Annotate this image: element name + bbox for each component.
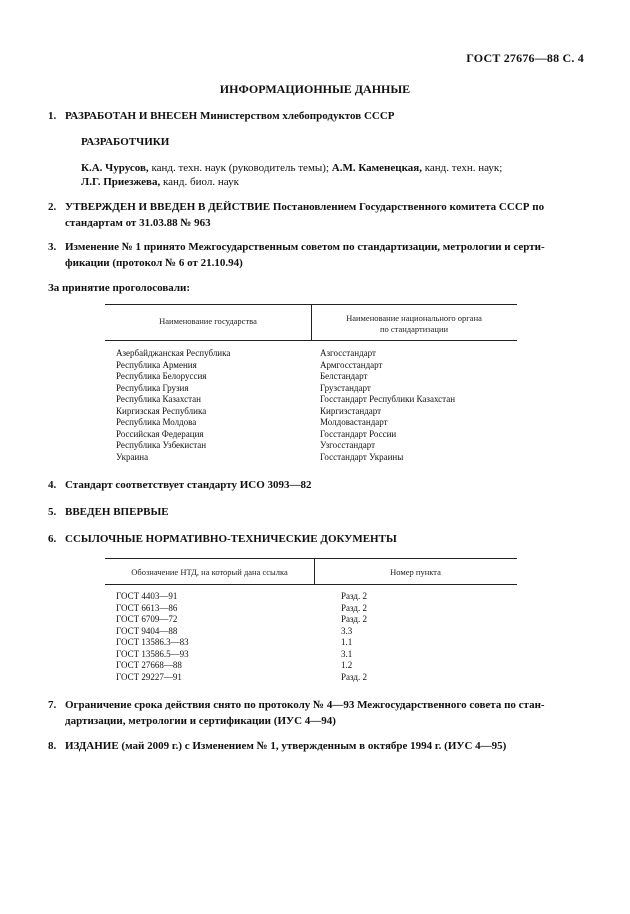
- table1-body-cell: Грузстандарт: [320, 382, 371, 393]
- section-1-text: Министерством хлебопродуктов СССР: [197, 110, 395, 122]
- table1-bodies-column: [320, 348, 455, 463]
- section-1: [48, 108, 595, 124]
- developer-2-text: канд. техн. наук;: [421, 162, 503, 174]
- table1-body-cell: Госстандарт России: [320, 428, 397, 439]
- section-2-line-2: стандартам от 31.03.88 № 963: [65, 217, 211, 229]
- table1-state-cell: Республика Армения: [116, 359, 197, 370]
- table1-states-column: [116, 348, 230, 463]
- table2-header-item: Номер пункта: [390, 567, 441, 577]
- table1-header-body-line-1: Наименование национального органа: [346, 313, 482, 323]
- table1-state-cell: Украина: [116, 451, 149, 462]
- table1-body-cell: Госстандарт Украины: [320, 451, 404, 462]
- developer-1-name: К.А. Чурусов,: [81, 162, 149, 174]
- section-2-number: 2.: [48, 201, 57, 213]
- developer-3-name: Л.Г. Приезжева,: [81, 176, 161, 188]
- section-8: [48, 738, 507, 754]
- developers-label: РАЗРАБОТЧИКИ: [81, 136, 170, 148]
- table2-docs-column: [116, 591, 189, 683]
- table2-doc-cell: ГОСТ 6709—72: [116, 614, 178, 624]
- section-5: [48, 504, 169, 520]
- table1-body-cell: Узгосстандарт: [320, 440, 376, 450]
- table1-body-cell: Киргизстандарт: [320, 405, 382, 416]
- table2-header-doc: Обозначение НТД, на который дана ссылка: [131, 567, 288, 577]
- table2-item-cell: Разд. 2: [341, 671, 367, 682]
- table2-doc-cell: ГОСТ 6613—86: [116, 602, 178, 613]
- table1-header-body-line-2: по стандартизации: [379, 324, 449, 334]
- table2-doc-cell: ГОСТ 27668—88: [116, 660, 182, 670]
- table2-item-cell: 3.1: [341, 648, 353, 659]
- developer-2-name: А.М. Каменецкая,: [331, 162, 422, 174]
- table2-doc-cell: ГОСТ 13586.3—83: [116, 637, 189, 647]
- section-6: [48, 531, 397, 547]
- table2-item-cell: Разд. 2: [341, 614, 367, 624]
- table1-header-state: Наименование государства: [159, 316, 257, 326]
- table1-state-cell: Российская Федерация: [116, 428, 204, 439]
- developer-3-text: канд. биол. наук: [160, 176, 239, 188]
- table1-state-cell: Республика Белоруссия: [116, 371, 207, 381]
- table2-doc-cell: ГОСТ 29227—91: [116, 671, 182, 682]
- table1-header-body: [311, 313, 517, 335]
- section-4-text: Стандарт соответствует стандарту ИСО 3093—82: [65, 479, 312, 491]
- table1-state-cell: Республика Молдова: [116, 417, 197, 427]
- section-7-line-1: Ограничение срока действия снято по протоколу № 4—93 Межгосударственного совета по стан-: [65, 699, 545, 711]
- section-3: [48, 239, 595, 271]
- section-1-number: 1.: [48, 110, 57, 122]
- table1-body-cell: Азгосстандарт: [320, 348, 376, 358]
- table2-doc-cell: ГОСТ 4403—91: [116, 591, 178, 601]
- table2-doc-cell: ГОСТ 13586.5—93: [116, 648, 189, 659]
- section-5-text: ВВЕДЕН ВПЕРВЫЕ: [65, 506, 169, 518]
- table2-item-cell: Разд. 2: [341, 602, 367, 613]
- section-3-line-1: Изменение № 1 принято Межгосударственным советом по стандартизации, метрологии и серти-: [65, 241, 545, 253]
- section-2-heading: УТВЕРЖДЕН И ВВЕДЕН В ДЕЙСТВИЕ: [65, 201, 271, 213]
- section-7-number: 7.: [48, 699, 57, 711]
- section-2-line-1: Постановлением Государственного комитета СССР по: [270, 201, 545, 213]
- page-title: ИНФОРМАЦИОННЫЕ ДАННЫЕ: [219, 82, 411, 96]
- table1-state-cell: Азербайджанская Республика: [116, 348, 231, 358]
- section-7: [48, 697, 595, 729]
- table2-doc-cell: ГОСТ 9404—88: [116, 625, 178, 636]
- table2-item-cell: 1.2: [341, 660, 353, 670]
- table1-body-cell: Армгосстандарт: [320, 359, 383, 370]
- table2-item-cell: Разд. 2: [341, 591, 367, 601]
- section-8-text: ИЗДАНИЕ (май 2009 г.) с Изменением № 1, утвержденным в октябре 1994 г. (ИУС 4—95): [65, 740, 507, 752]
- section-7-line-2: дартизации, метрологии и сертификации (ИУС 4—94): [65, 715, 336, 727]
- developers-line-2: [81, 174, 239, 190]
- section-2: [48, 199, 595, 231]
- developer-1-text: канд. техн. наук (руководитель темы);: [148, 162, 332, 174]
- table1-body-cell: Госстандарт Республики Казахстан: [320, 394, 456, 404]
- section-4-number: 4.: [48, 479, 57, 491]
- table1-state-cell: Республика Казахстан: [116, 394, 201, 404]
- section-3-number: 3.: [48, 241, 57, 253]
- table1-body-cell: Молдовастандарт: [320, 417, 388, 427]
- table1-state-cell: Республика Узбекистан: [116, 440, 207, 450]
- vote-label: За принятие проголосовали:: [48, 282, 191, 294]
- section-4: [48, 477, 312, 493]
- table2-item-cell: 1.1: [341, 637, 353, 647]
- section-6-number: 6.: [48, 533, 57, 545]
- table2-items-column: [341, 591, 367, 683]
- table1-state-cell: Киргизская Республика: [116, 405, 207, 416]
- table1-state-cell: Республика Грузия: [116, 382, 189, 393]
- table2-item-cell: 3.3: [341, 625, 353, 636]
- section-3-line-2: фикации (протокол № 6 от 21.10.94): [65, 257, 243, 269]
- section-8-number: 8.: [48, 740, 57, 752]
- section-1-heading: РАЗРАБОТАН И ВНЕСЕН: [65, 110, 198, 122]
- page-header-code: ГОСТ 27676—88 С. 4: [466, 51, 584, 65]
- section-5-number: 5.: [48, 506, 57, 518]
- section-6-text: ССЫЛОЧНЫЕ НОРМАТИВНО-ТЕХНИЧЕСКИЕ ДОКУМЕНТЫ: [65, 533, 397, 545]
- table1-body-cell: Белстандарт: [320, 371, 368, 381]
